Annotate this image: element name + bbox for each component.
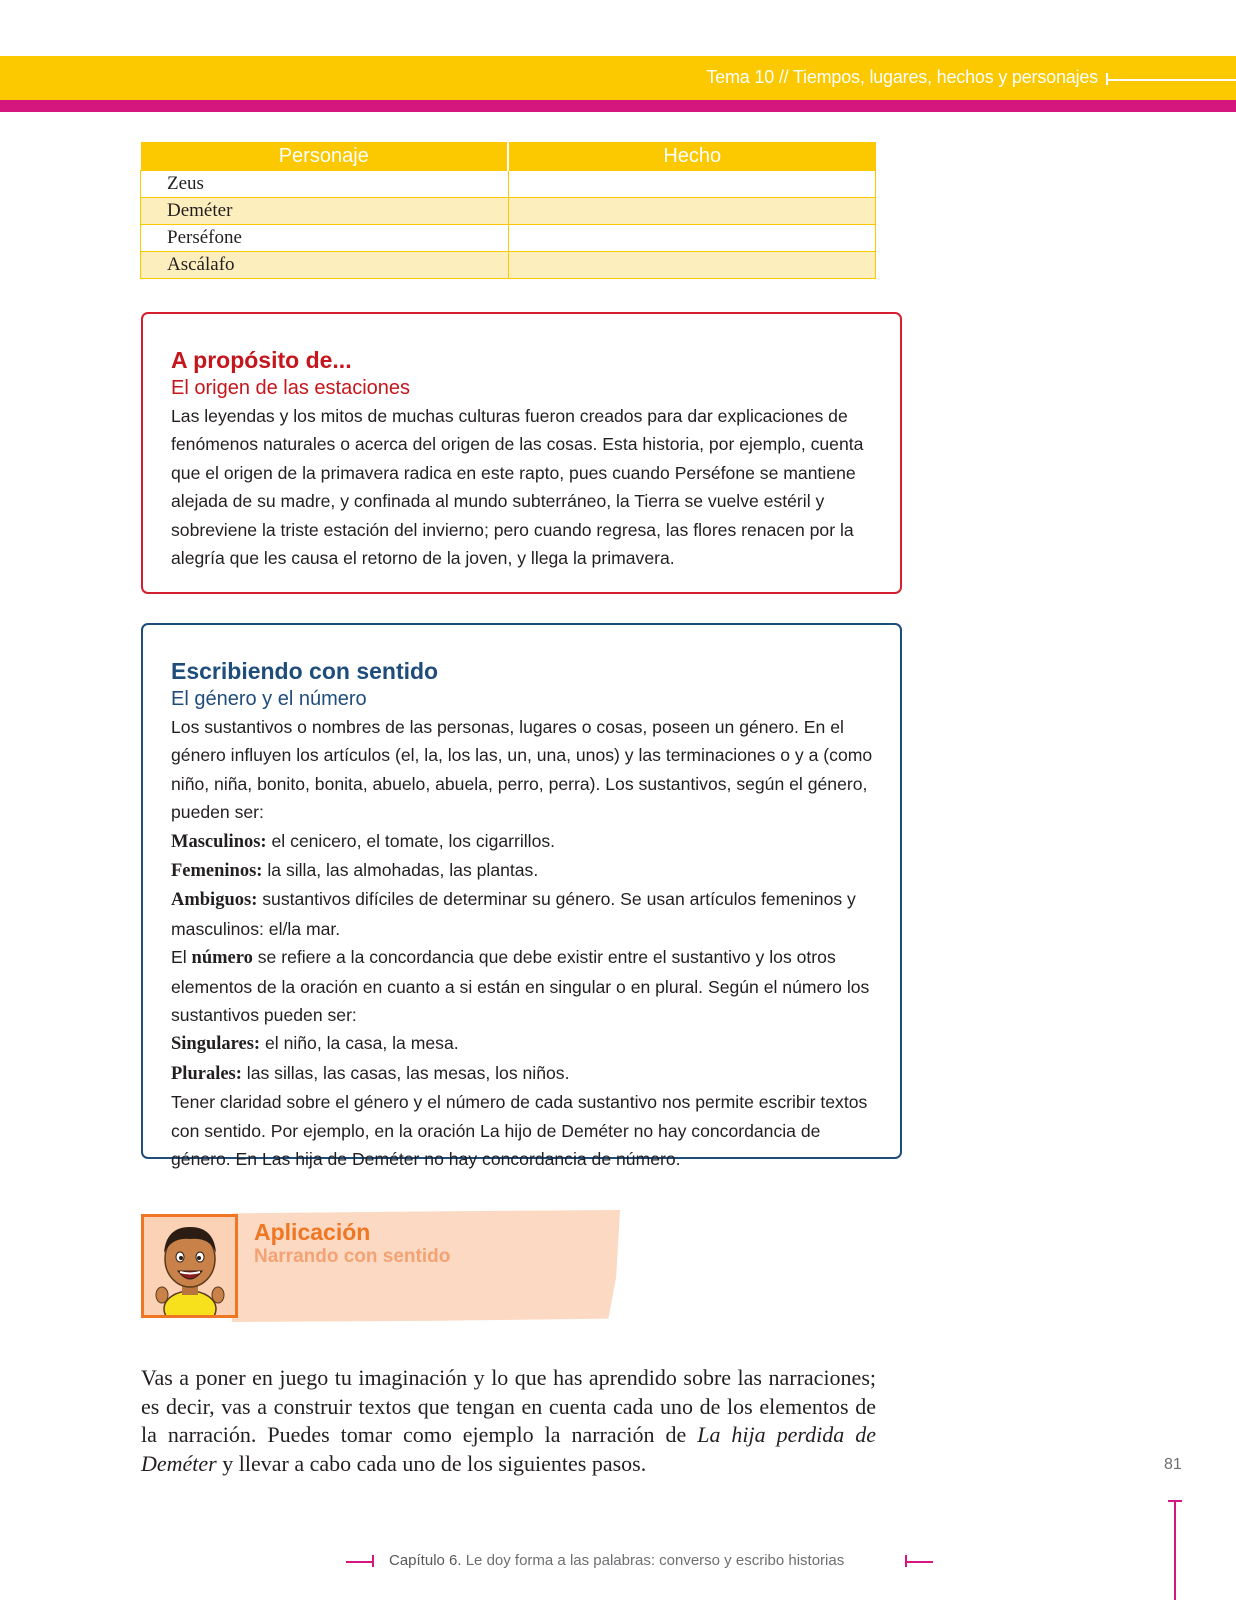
footer-title: Le doy forma a las palabras: converso y escribo historias [461, 1552, 845, 1569]
plurales-line [171, 1059, 874, 1088]
escribiendo-intro: Los sustantivos o nombres de las personas, lugares o cosas, poseen un género. En el género influyen los artículos (el, la, los las, un, una, unos) y las terminaciones o y a (como niño, niña, bonito, bonita, abuelo, abuela, perro, perra). Los sustantivos, según el género, pueden ser: [171, 717, 873, 823]
ambiguos-text: sustantivos difíciles de determinar su género. Se usan artículos femeninos y masculinos: el/la mar. [171, 889, 856, 939]
femeninos-line [171, 856, 874, 885]
table-row [141, 225, 876, 252]
masculinos-line [171, 827, 874, 856]
numero-label: número [191, 948, 253, 969]
table-cell-hecho[interactable] [508, 225, 876, 252]
escribiendo-title: Escribiendo con sentido [171, 658, 439, 684]
ambiguos-line [171, 885, 874, 943]
plurales-label: Plurales: [171, 1063, 242, 1084]
plurales-text: las sillas, las casas, las mesas, los niños. [241, 1062, 570, 1083]
masculinos-label: Masculinos: [171, 831, 267, 852]
personaje-hecho-table [140, 142, 876, 279]
singulares-label: Singulares: [171, 1034, 261, 1055]
table-row [141, 252, 876, 279]
table-row [141, 198, 876, 225]
page-number: 81 [1164, 1456, 1182, 1473]
aplicacion-subtitle: Narrando con sentido [254, 1246, 451, 1267]
escribiendo-box [141, 623, 902, 1170]
footer-left-tick [372, 1555, 374, 1567]
femeninos-text: la silla, las almohadas, las plantas. [262, 860, 539, 881]
boy-character-icon [144, 1217, 235, 1315]
footer-right-rule [905, 1561, 933, 1563]
aplicacion-character-frame [141, 1214, 238, 1318]
escribiendo-subtitle: El género y el número [171, 688, 367, 710]
escribiendo-closing: Tener claridad sobre el género y el número de cada sustantivo nos permite escribir textos con sentido. Por ejemplo, en la oración La hijo de Deméter no hay concordancia de género. En Las hija de Deméter no hay concordancia de número. [171, 1092, 868, 1170]
singulares-text: el niño, la casa, la mesa. [260, 1033, 459, 1054]
footer-left-rule [346, 1561, 374, 1563]
femeninos-label: Femeninos: [171, 861, 263, 882]
table-cell-personaje: Zeus [141, 171, 509, 198]
proposito-box [141, 312, 902, 594]
table-cell-personaje: Deméter [141, 198, 509, 225]
header-rule [1106, 79, 1236, 81]
body-text-title-italic: La hija perdida de Deméter [141, 1422, 876, 1476]
singulares-line [171, 1029, 874, 1058]
table-header-row [141, 142, 876, 171]
body-paragraph [141, 1364, 876, 1478]
body-text-part1: Vas a poner en juego tu imaginación y lo que has aprendido sobre las narraciones; es decir, vas a construir textos que tengan en cuenta cada uno de los elementos de la narración. Puedes tomar como ejemplo la narración de [141, 1365, 876, 1447]
footer [389, 1552, 844, 1569]
ambiguos-label: Ambiguos: [171, 890, 258, 911]
table-row [141, 171, 876, 198]
table-cell-hecho[interactable] [508, 171, 876, 198]
header-title: Tema 10 // Tiempos, lugares, hechos y personajes [706, 67, 1098, 87]
proposito-title: A propósito de... [171, 347, 352, 373]
footer-chapter: Capítulo 6. [389, 1552, 462, 1569]
table-header-hecho: Hecho [508, 142, 876, 171]
table-cell-personaje: Ascálafo [141, 252, 509, 279]
header-magenta-band [0, 100, 1236, 112]
proposito-text: Las leyendas y los mitos de muchas culturas fueron creados para dar explicaciones de fenómenos naturales o acerca del origen de las cosas. Esta historia, por ejemplo, cuenta que el origen de la primavera radica en este rapto, pues cuando Perséfone se mantiene alejada de su madre, y confinada al mundo subterráneo, la Tierra se vuelve estéril y sobreviene la triste estación del invierno; pero cuando regresa, las flores renacen por la alegría que les causa el retorno de la joven, y llega la primavera. [171, 406, 864, 569]
aplicacion-title: Aplicación [254, 1219, 371, 1245]
numero-text: se refiere a la concordancia que debe existir entre el sustantivo y los otros elementos de la oración en cuanto a si están en singular o en plural. Según el número los sustantivos pueden ser: [171, 947, 870, 1026]
table-cell-hecho[interactable] [508, 252, 876, 279]
table-header-personaje: Personaje [141, 142, 509, 171]
body-text-part2: y llevar a cabo cada uno de los siguientes pasos. [216, 1450, 647, 1476]
numero-pre: El [171, 947, 192, 968]
proposito-subtitle: El origen de las estaciones [171, 377, 411, 399]
margin-rule [1174, 1500, 1176, 1600]
masculinos-text: el cenicero, el tomate, los cigarrillos. [266, 830, 556, 851]
table-cell-hecho[interactable] [508, 198, 876, 225]
table-cell-personaje: Perséfone [141, 225, 509, 252]
numero-paragraph [171, 943, 874, 1029]
